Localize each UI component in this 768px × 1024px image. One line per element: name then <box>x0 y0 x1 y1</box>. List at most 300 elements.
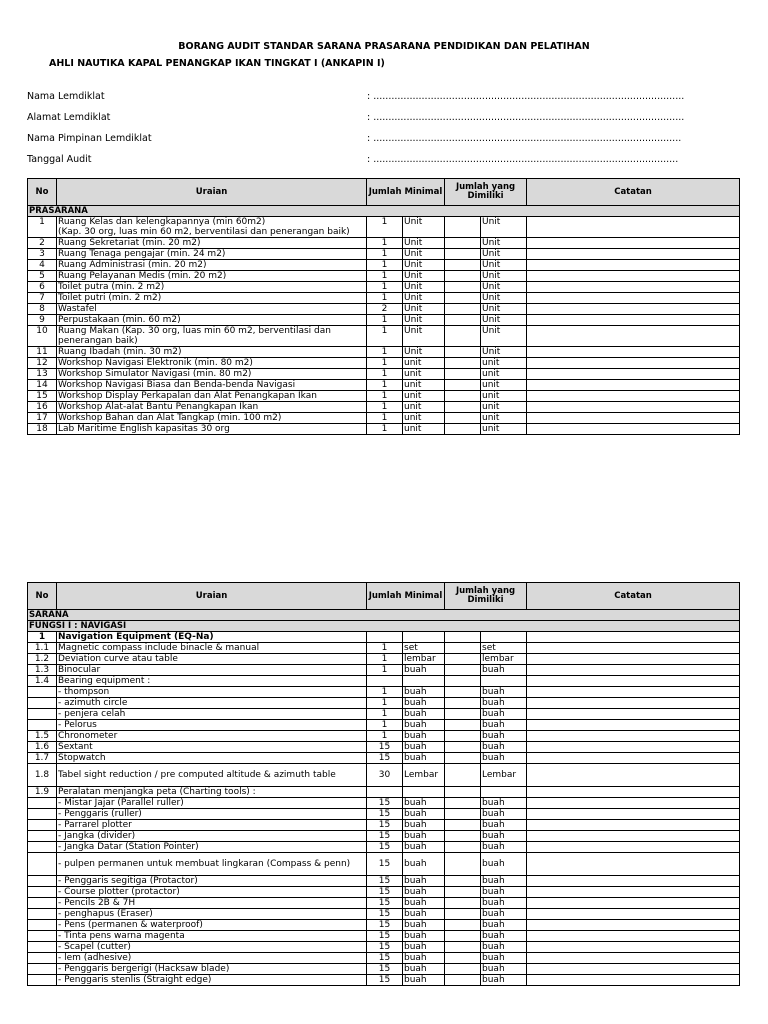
row-jumlah-dimiliki[interactable] <box>445 920 481 931</box>
row-uraian: Deviation curve atau table <box>57 654 367 665</box>
row-no <box>28 920 57 931</box>
table-row <box>28 347 740 358</box>
row-unit-minimal: Unit <box>403 293 445 304</box>
row-jumlah-dimiliki[interactable] <box>445 304 481 315</box>
sarana-table <box>27 582 740 986</box>
table-row <box>28 380 740 391</box>
row-uraian: - Penggaris bergerigi (Hacksaw blade) <box>57 964 367 975</box>
row-jumlah-minimal: 15 <box>367 798 403 809</box>
row-jumlah-minimal <box>367 787 403 798</box>
row-jumlah-dimiliki[interactable] <box>445 424 481 435</box>
row-jumlah-dimiliki[interactable] <box>445 909 481 920</box>
row-catatan[interactable] <box>527 249 740 260</box>
row-catatan[interactable] <box>527 853 740 876</box>
row-no: 1.7 <box>28 753 57 764</box>
row-jumlah-dimiliki[interactable] <box>445 953 481 964</box>
field-label-alamat-lemdiklat: Alamat Lemdiklat <box>27 112 111 123</box>
row-jumlah-dimiliki[interactable] <box>445 842 481 853</box>
row-unit-dimiliki: set <box>481 643 527 654</box>
row-no <box>28 931 57 942</box>
row-jumlah-minimal: 15 <box>367 887 403 898</box>
row-catatan[interactable] <box>527 787 740 798</box>
row-jumlah-minimal: 1 <box>367 698 403 709</box>
table-row <box>28 326 740 347</box>
row-jumlah-dimiliki[interactable] <box>445 249 481 260</box>
row-jumlah-dimiliki[interactable] <box>445 876 481 887</box>
row-catatan[interactable] <box>527 643 740 654</box>
row-jumlah-dimiliki[interactable] <box>445 380 481 391</box>
table-row <box>28 953 740 964</box>
field-value-nama-pimpinan[interactable]: : ...................................................................................................... <box>367 133 682 144</box>
row-uraian: Binocular <box>57 665 367 676</box>
table-row <box>28 887 740 898</box>
row-no <box>28 798 57 809</box>
row-no: 1.4 <box>28 676 57 687</box>
row-unit-dimiliki: Unit <box>481 238 527 249</box>
row-uraian: Ruang Tenaga pengajar (min. 24 m2) <box>57 249 367 260</box>
row-uraian: Ruang Kelas dan kelengkapannya (min 60m2) (Kap. 30 org, luas min 60 m2, berventilasi dan penerangan baik) <box>57 217 367 238</box>
row-catatan[interactable] <box>527 964 740 975</box>
row-unit-dimiliki: Lembar <box>481 764 527 787</box>
row-unit-minimal: buah <box>403 665 445 676</box>
table-row <box>28 304 740 315</box>
row-catatan[interactable] <box>527 698 740 709</box>
row-jumlah-dimiliki[interactable] <box>445 964 481 975</box>
row-jumlah-dimiliki[interactable] <box>445 271 481 282</box>
row-catatan[interactable] <box>527 898 740 909</box>
row-uraian: Wastafel <box>57 304 367 315</box>
row-uraian: - lem (adhesive) <box>57 953 367 964</box>
row-catatan[interactable] <box>527 347 740 358</box>
row-uraian: Chronometer <box>57 731 367 742</box>
row-jumlah-dimiliki[interactable] <box>445 369 481 380</box>
row-uraian: - Jangka Datar (Station Pointer) <box>57 842 367 853</box>
row-uraian: Ruang Makan (Kap. 30 org, luas min 60 m2, berventilasi dan penerangan baik) <box>57 326 367 347</box>
row-unit-dimiliki: Unit <box>481 326 527 347</box>
row-jumlah-minimal: 15 <box>367 842 403 853</box>
table-row <box>28 654 740 665</box>
row-jumlah-dimiliki[interactable] <box>445 820 481 831</box>
row-unit-dimiliki: Unit <box>481 249 527 260</box>
row-jumlah-minimal: 15 <box>367 753 403 764</box>
row-jumlah-minimal: 15 <box>367 953 403 964</box>
row-no: 12 <box>28 358 57 369</box>
row-jumlah-dimiliki[interactable] <box>445 326 481 347</box>
row-jumlah-dimiliki[interactable] <box>445 676 481 687</box>
row-jumlah-minimal: 1 <box>367 391 403 402</box>
row-jumlah-minimal: 30 <box>367 764 403 787</box>
row-no <box>28 975 57 986</box>
row-uraian: - Mistar Jajar (Parallel ruller) <box>57 798 367 809</box>
row-catatan[interactable] <box>527 920 740 931</box>
table-row <box>28 831 740 842</box>
row-jumlah-dimiliki[interactable] <box>445 413 481 424</box>
row-no <box>28 687 57 698</box>
catatan-cell[interactable] <box>527 632 740 643</box>
row-unit-minimal: unit <box>403 402 445 413</box>
row-catatan[interactable] <box>527 391 740 402</box>
row-jumlah-minimal: 15 <box>367 820 403 831</box>
table-row <box>28 676 740 687</box>
row-no <box>28 964 57 975</box>
row-unit-minimal: unit <box>403 380 445 391</box>
row-catatan[interactable] <box>527 831 740 842</box>
row-unit-dimiliki: buah <box>481 820 527 831</box>
row-unit-dimiliki: buah <box>481 931 527 942</box>
table-row <box>28 764 740 787</box>
row-jumlah-dimiliki[interactable] <box>445 347 481 358</box>
table-row <box>28 260 740 271</box>
row-no: 1.9 <box>28 787 57 798</box>
row-no <box>28 853 57 876</box>
row-no: 1.5 <box>28 731 57 742</box>
row-unit-minimal: buah <box>403 920 445 931</box>
row-catatan[interactable] <box>527 709 740 720</box>
row-catatan[interactable] <box>527 842 740 853</box>
table-row <box>28 920 740 931</box>
row-unit-dimiliki: buah <box>481 698 527 709</box>
row-jumlah-dimiliki[interactable] <box>445 293 481 304</box>
table-row <box>28 369 740 380</box>
row-jumlah-dimiliki[interactable] <box>445 391 481 402</box>
row-unit-minimal: buah <box>403 809 445 820</box>
row-jumlah-dimiliki[interactable] <box>445 753 481 764</box>
row-uraian: Ruang Ibadah (min. 30 m2) <box>57 347 367 358</box>
row-unit-dimiliki: unit <box>481 402 527 413</box>
table-row <box>28 271 740 282</box>
section-fungsi-navigasi: FUNGSI I : NAVIGASI <box>28 621 740 632</box>
row-jumlah-minimal: 1 <box>367 217 403 238</box>
row-catatan[interactable] <box>527 975 740 986</box>
row-jumlah-dimiliki[interactable] <box>445 687 481 698</box>
row-jumlah-dimiliki[interactable] <box>445 787 481 798</box>
table-row <box>28 391 740 402</box>
row-no <box>28 720 57 731</box>
row-catatan[interactable] <box>527 876 740 887</box>
row-jumlah-dimiliki[interactable] <box>445 809 481 820</box>
row-catatan[interactable] <box>527 260 740 271</box>
row-catatan[interactable] <box>527 887 740 898</box>
row-uraian: - Course plotter (protactor) <box>57 887 367 898</box>
row-catatan[interactable] <box>527 720 740 731</box>
row-jumlah-minimal: 1 <box>367 402 403 413</box>
row-unit-minimal: unit <box>403 369 445 380</box>
table-row <box>28 709 740 720</box>
row-unit-dimiliki: buah <box>481 753 527 764</box>
row-jumlah-dimiliki[interactable] <box>445 975 481 986</box>
row-catatan[interactable] <box>527 953 740 964</box>
row-uraian: - Tinta pens warna magenta <box>57 931 367 942</box>
row-unit-dimiliki: buah <box>481 920 527 931</box>
row-unit-dimiliki: buah <box>481 831 527 842</box>
row-uraian: Stopwatch <box>57 753 367 764</box>
row-unit-dimiliki: buah <box>481 665 527 676</box>
row-no: 1.3 <box>28 665 57 676</box>
row-uraian: Magnetic compass include binacle & manual <box>57 643 367 654</box>
row-unit-dimiliki: buah <box>481 720 527 731</box>
row-catatan[interactable] <box>527 413 740 424</box>
row-catatan[interactable] <box>527 654 740 665</box>
row-no: 1.8 <box>28 764 57 787</box>
row-uraian: Workshop Bahan dan Alat Tangkap (min. 100 m2) <box>57 413 367 424</box>
table-row <box>28 643 740 654</box>
row-catatan[interactable] <box>527 687 740 698</box>
row-jumlah-minimal: 15 <box>367 876 403 887</box>
row-no <box>28 887 57 898</box>
row-unit-minimal: buah <box>403 698 445 709</box>
row-unit-minimal: buah <box>403 742 445 753</box>
row-uraian: - Penggaris segitiga (Protactor) <box>57 876 367 887</box>
row-jumlah-minimal: 1 <box>367 315 403 326</box>
row-unit-minimal: Unit <box>403 347 445 358</box>
table-row <box>28 698 740 709</box>
row-jumlah-dimiliki[interactable] <box>445 402 481 413</box>
form-title: BORANG AUDIT STANDAR SARANA PRASARANA PENDIDIKAN DAN PELATIHAN <box>178 41 590 52</box>
row-unit-minimal: Unit <box>403 249 445 260</box>
row-unit-dimiliki: Unit <box>481 260 527 271</box>
row-jumlah-minimal: 15 <box>367 931 403 942</box>
row-unit-dimiliki: Unit <box>481 315 527 326</box>
table-row <box>28 731 740 742</box>
row-jumlah-dimiliki[interactable] <box>445 720 481 731</box>
field-value-nama-lemdiklat[interactable]: : ....................................................................................................... <box>367 91 685 102</box>
row-jumlah-dimiliki[interactable] <box>445 260 481 271</box>
row-jumlah-dimiliki[interactable] <box>445 315 481 326</box>
field-value-tanggal-audit[interactable]: : ..................................................................................................... <box>367 154 679 165</box>
group-title: Navigation Equipment (EQ-Na) <box>57 632 367 643</box>
row-no: 7 <box>28 293 57 304</box>
row-uraian: - azimuth circle <box>57 698 367 709</box>
row-jumlah-minimal: 1 <box>367 424 403 435</box>
row-unit-minimal: buah <box>403 709 445 720</box>
row-catatan[interactable] <box>527 742 740 753</box>
row-uraian: - penghapus (Eraser) <box>57 909 367 920</box>
row-no <box>28 809 57 820</box>
row-uraian: Lab Maritime English kapasitas 30 org <box>57 424 367 435</box>
row-jumlah-dimiliki[interactable] <box>445 887 481 898</box>
row-jumlah-dimiliki[interactable] <box>445 358 481 369</box>
row-jumlah-dimiliki[interactable] <box>445 942 481 953</box>
row-uraian: Ruang Sekretariat (min. 20 m2) <box>57 238 367 249</box>
row-catatan[interactable] <box>527 809 740 820</box>
col-header-catatan: Catatan <box>527 179 740 206</box>
table-row <box>28 238 740 249</box>
table-row <box>28 249 740 260</box>
row-catatan[interactable] <box>527 271 740 282</box>
row-jumlah-dimiliki[interactable] <box>445 931 481 942</box>
row-jumlah-minimal: 15 <box>367 831 403 842</box>
row-uraian: Ruang Pelayanan Medis (min. 20 m2) <box>57 271 367 282</box>
row-unit-dimiliki: Unit <box>481 293 527 304</box>
row-no: 5 <box>28 271 57 282</box>
row-unit-minimal: buah <box>403 720 445 731</box>
row-uraian: - Jangka (divider) <box>57 831 367 842</box>
table-row <box>28 293 740 304</box>
row-unit-minimal: Unit <box>403 326 445 347</box>
row-unit-dimiliki: buah <box>481 731 527 742</box>
row-unit-minimal: unit <box>403 413 445 424</box>
table-row <box>28 809 740 820</box>
row-jumlah-minimal: 2 <box>367 304 403 315</box>
row-unit-minimal: buah <box>403 687 445 698</box>
table-row <box>28 842 740 853</box>
row-unit-dimiliki: buah <box>481 842 527 853</box>
row-jumlah-dimiliki[interactable] <box>445 709 481 720</box>
row-no: 13 <box>28 369 57 380</box>
row-unit-minimal: Unit <box>403 304 445 315</box>
row-jumlah-dimiliki[interactable] <box>445 282 481 293</box>
row-unit-minimal <box>403 787 445 798</box>
row-unit-minimal: buah <box>403 931 445 942</box>
header-fields <box>27 91 739 171</box>
row-unit-minimal: buah <box>403 964 445 975</box>
row-unit-dimiliki: unit <box>481 358 527 369</box>
row-jumlah-dimiliki[interactable] <box>445 798 481 809</box>
row-catatan[interactable] <box>527 293 740 304</box>
table-row <box>28 853 740 876</box>
row-catatan[interactable] <box>527 764 740 787</box>
row-jumlah-minimal: 1 <box>367 347 403 358</box>
row-jumlah-dimiliki[interactable] <box>445 731 481 742</box>
table-row <box>28 787 740 798</box>
field-label-nama-lemdiklat: Nama Lemdiklat <box>27 91 105 102</box>
row-unit-minimal: Unit <box>403 271 445 282</box>
table-row <box>28 665 740 676</box>
row-no: 1.1 <box>28 643 57 654</box>
row-jumlah-dimiliki[interactable] <box>445 698 481 709</box>
row-unit-dimiliki: unit <box>481 391 527 402</box>
row-jumlah-dimiliki[interactable] <box>445 853 481 876</box>
row-uraian: - Penggaris (ruller) <box>57 809 367 820</box>
row-catatan[interactable] <box>527 909 740 920</box>
row-unit-minimal: unit <box>403 391 445 402</box>
row-catatan[interactable] <box>527 665 740 676</box>
row-uraian: Toilet putra (min. 2 m2) <box>57 282 367 293</box>
row-jumlah-minimal: 1 <box>367 665 403 676</box>
row-catatan[interactable] <box>527 369 740 380</box>
row-jumlah-minimal: 1 <box>367 643 403 654</box>
row-jumlah-dimiliki[interactable] <box>445 643 481 654</box>
row-unit-minimal: unit <box>403 424 445 435</box>
row-uraian: - Pencils 2B & 7H <box>57 898 367 909</box>
row-no <box>28 820 57 831</box>
row-catatan[interactable] <box>527 358 740 369</box>
row-uraian: Tabel sight reduction / pre computed altitude & azimuth table <box>57 764 367 787</box>
row-no: 1.2 <box>28 654 57 665</box>
row-uraian: - penjera celah <box>57 709 367 720</box>
field-label-nama-pimpinan: Nama Pimpinan Lemdiklat <box>27 133 152 144</box>
row-unit-dimiliki: buah <box>481 953 527 964</box>
form-subtitle: AHLI NAUTIKA KAPAL PENANGKAP IKAN TINGKAT I (ANKAPIN I) <box>49 58 385 69</box>
row-no <box>28 898 57 909</box>
row-catatan[interactable] <box>527 304 740 315</box>
row-jumlah-dimiliki[interactable] <box>445 742 481 753</box>
row-catatan[interactable] <box>527 424 740 435</box>
row-unit-minimal: buah <box>403 831 445 842</box>
field-value-alamat-lemdiklat[interactable]: : ....................................................................................................... <box>367 112 685 123</box>
row-unit-minimal: Lembar <box>403 764 445 787</box>
row-no <box>28 831 57 842</box>
row-no <box>28 942 57 953</box>
row-jumlah-minimal: 15 <box>367 809 403 820</box>
row-unit-minimal: buah <box>403 842 445 853</box>
row-catatan[interactable] <box>527 820 740 831</box>
row-uraian: Ruang Administrasi (min. 20 m2) <box>57 260 367 271</box>
row-uraian: Peralatan menjangka peta (Charting tools) : <box>57 787 367 798</box>
row-unit-dimiliki: buah <box>481 898 527 909</box>
table-row <box>28 282 740 293</box>
row-jumlah-dimiliki[interactable] <box>445 665 481 676</box>
row-no: 17 <box>28 413 57 424</box>
row-catatan[interactable] <box>527 238 740 249</box>
row-unit-minimal: buah <box>403 942 445 953</box>
row-unit-dimiliki: buah <box>481 709 527 720</box>
row-no <box>28 698 57 709</box>
row-jumlah-minimal: 1 <box>367 654 403 665</box>
row-no: 11 <box>28 347 57 358</box>
row-no <box>28 909 57 920</box>
table-row <box>28 898 740 909</box>
row-no <box>28 876 57 887</box>
row-unit-minimal: set <box>403 643 445 654</box>
row-uraian: - Penggaris stenlis (Straight edge) <box>57 975 367 986</box>
table-row <box>28 720 740 731</box>
row-jumlah-dimiliki[interactable] <box>445 831 481 842</box>
row-no: 6 <box>28 282 57 293</box>
table-row <box>28 876 740 887</box>
row-catatan[interactable] <box>527 380 740 391</box>
row-catatan[interactable] <box>527 942 740 953</box>
row-catatan[interactable] <box>527 731 740 742</box>
row-catatan[interactable] <box>527 402 740 413</box>
row-catatan[interactable] <box>527 217 740 238</box>
row-jumlah-dimiliki[interactable] <box>445 654 481 665</box>
col-header-jumlah-minimal: Jumlah Minimal <box>367 583 445 610</box>
row-no: 4 <box>28 260 57 271</box>
row-jumlah-dimiliki[interactable] <box>445 238 481 249</box>
row-unit-minimal <box>403 676 445 687</box>
row-jumlah-dimiliki[interactable] <box>445 898 481 909</box>
row-catatan[interactable] <box>527 315 740 326</box>
row-uraian: Workshop Navigasi Elektronik (min. 80 m2) <box>57 358 367 369</box>
table-row <box>28 975 740 986</box>
col-header-catatan: Catatan <box>527 583 740 610</box>
row-unit-minimal: buah <box>403 731 445 742</box>
row-catatan[interactable] <box>527 931 740 942</box>
row-catatan[interactable] <box>527 676 740 687</box>
row-jumlah-dimiliki[interactable] <box>445 764 481 787</box>
row-unit-dimiliki: unit <box>481 380 527 391</box>
col-header-uraian: Uraian <box>57 583 367 610</box>
row-jumlah-minimal: 1 <box>367 282 403 293</box>
row-catatan[interactable] <box>527 326 740 347</box>
row-catatan[interactable] <box>527 753 740 764</box>
row-uraian: Workshop Display Perkapalan dan Alat Penangkapan Ikan <box>57 391 367 402</box>
row-no: 1 <box>28 217 57 238</box>
group-no: 1 <box>28 632 57 643</box>
row-catatan[interactable] <box>527 282 740 293</box>
row-no: 9 <box>28 315 57 326</box>
row-unit-dimiliki: Unit <box>481 282 527 293</box>
row-unit-dimiliki: buah <box>481 876 527 887</box>
row-jumlah-dimiliki[interactable] <box>445 217 481 238</box>
table-row <box>28 424 740 435</box>
row-unit-dimiliki: buah <box>481 798 527 809</box>
row-jumlah-minimal: 1 <box>367 369 403 380</box>
table-row <box>28 942 740 953</box>
row-catatan[interactable] <box>527 798 740 809</box>
col-header-jumlah-dimiliki: Jumlah yang Dimiliki <box>445 583 527 610</box>
